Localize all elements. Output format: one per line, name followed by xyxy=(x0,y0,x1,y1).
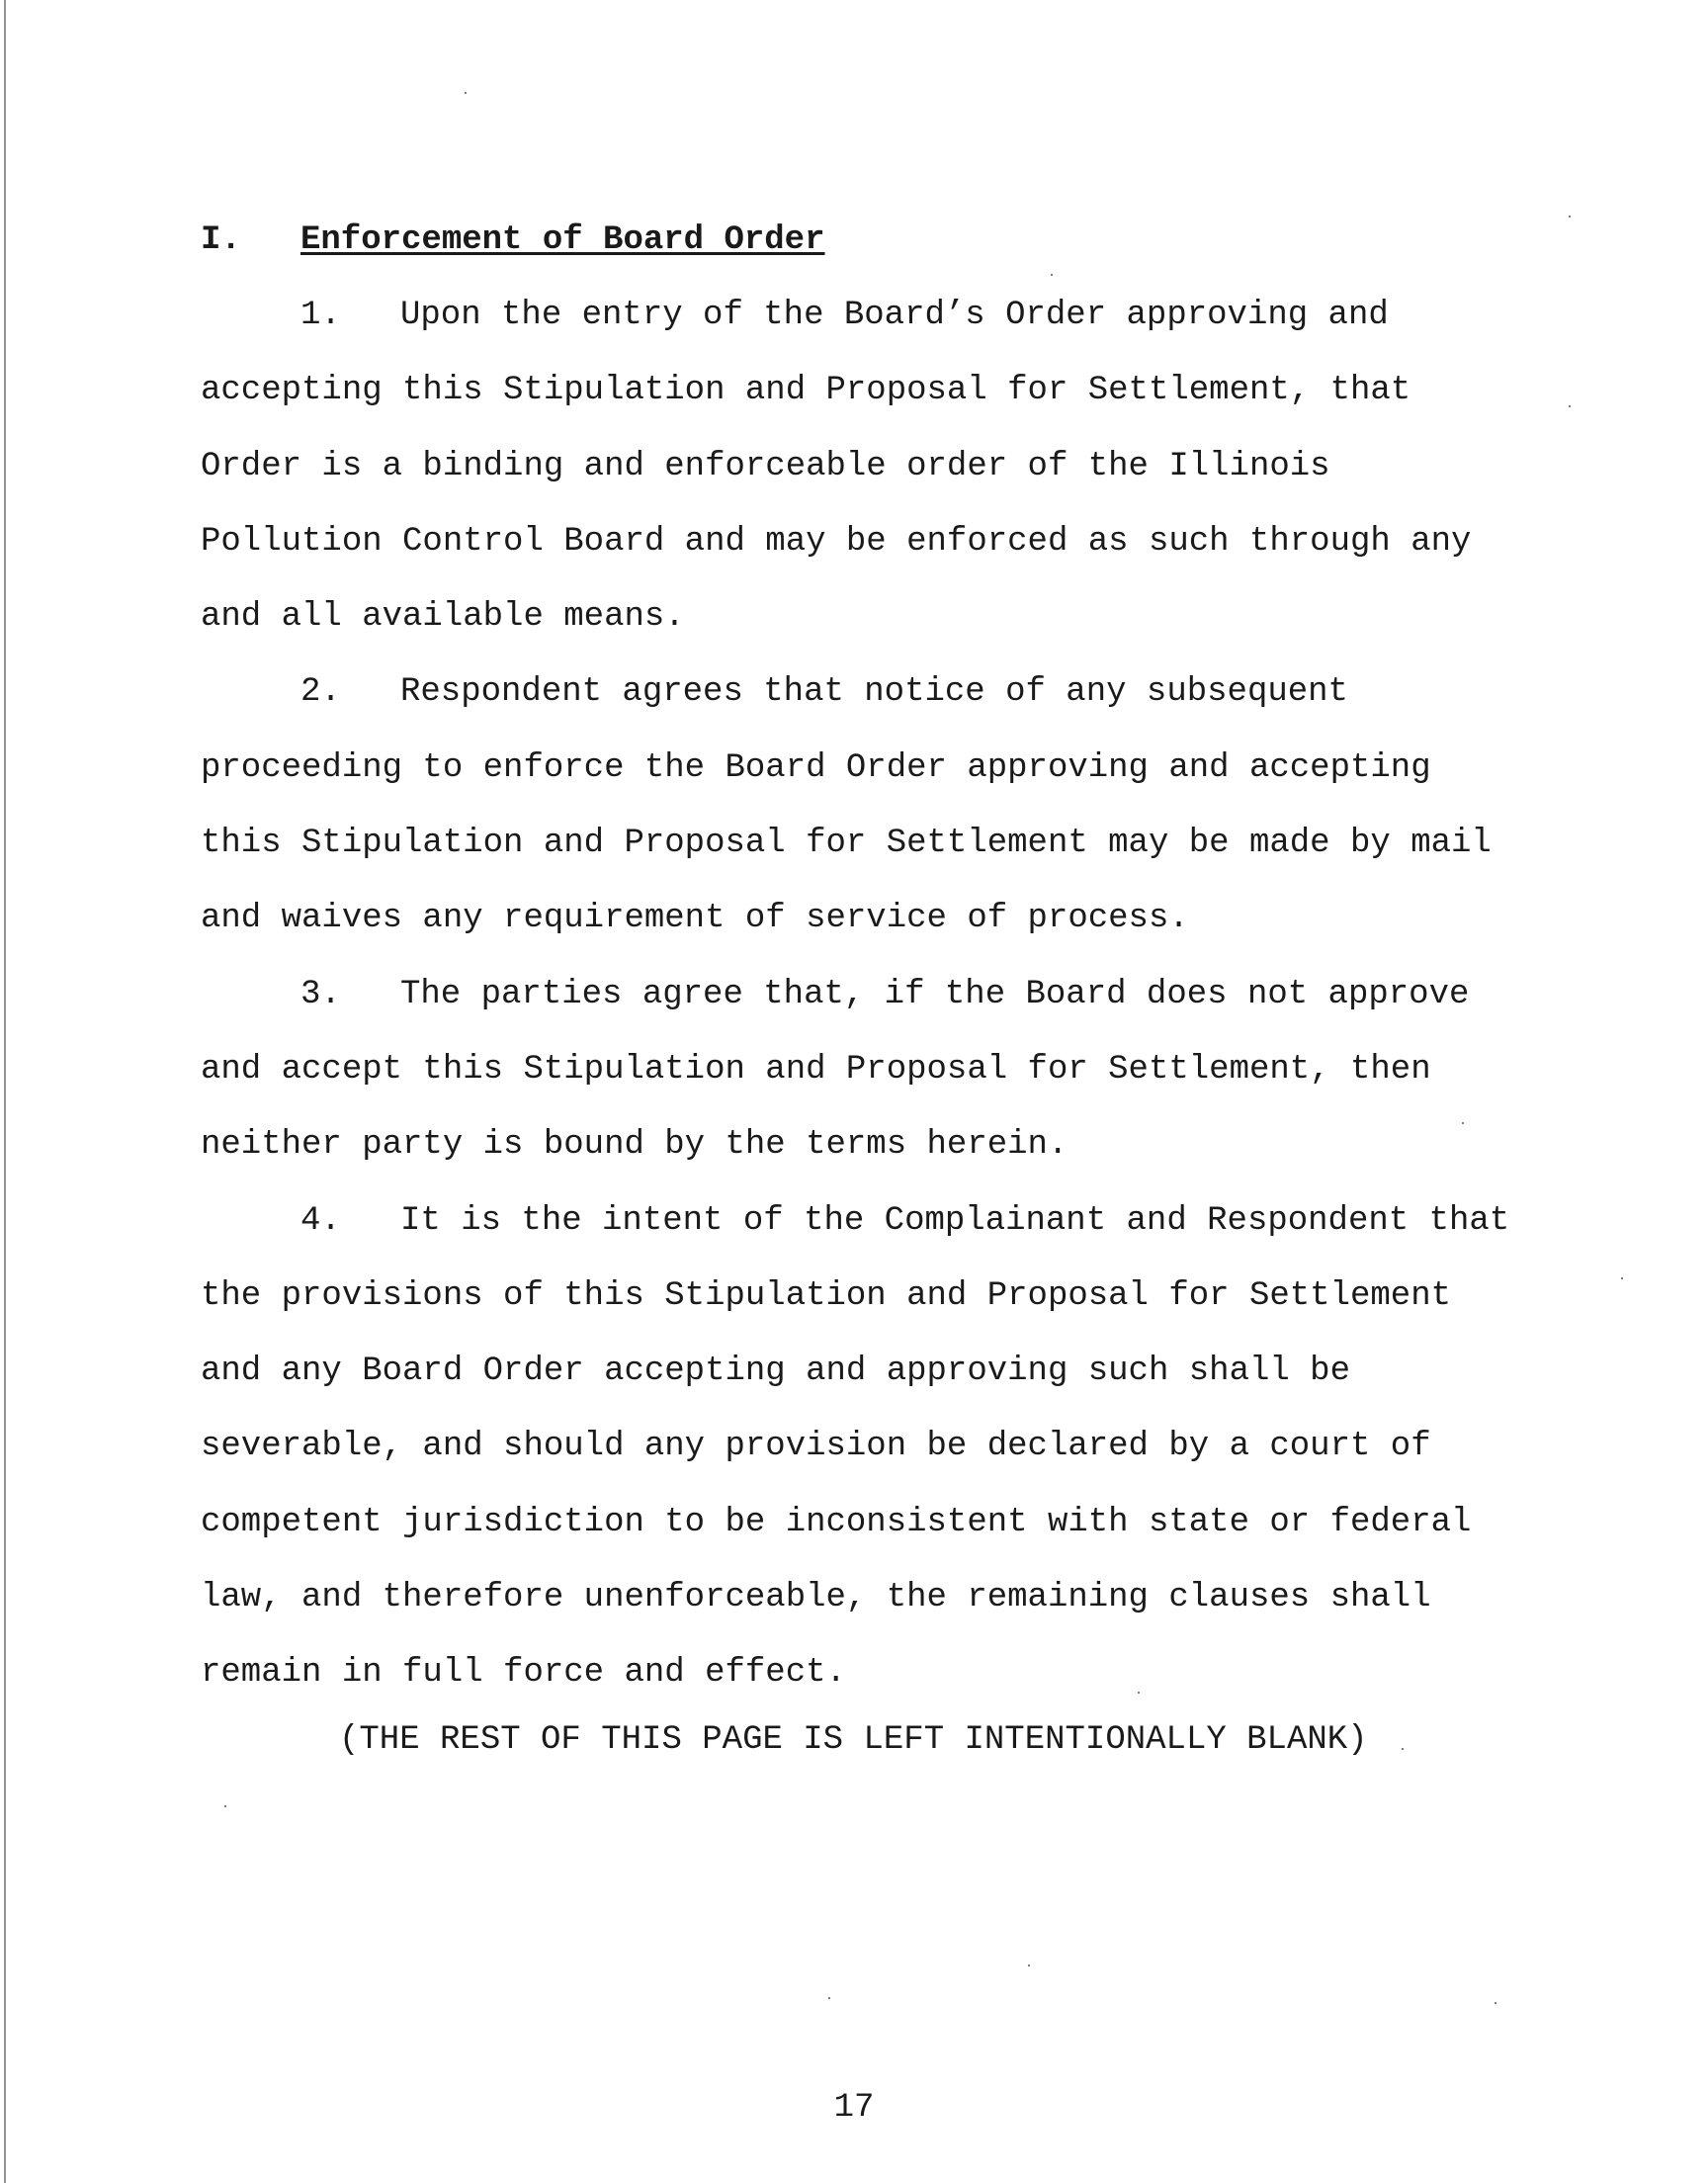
paragraph-number: 1. xyxy=(300,297,341,334)
scan-speck xyxy=(1051,274,1053,276)
paragraph-first-line xyxy=(201,278,1525,353)
scan-speck xyxy=(1494,2002,1496,2004)
scan-speck xyxy=(1402,1748,1404,1750)
paragraph-line: severable, and should any provision be declared by a court of xyxy=(201,1428,1431,1466)
paragraph-line: and any Board Order accepting and approving such shall be xyxy=(201,1353,1350,1391)
paragraph-first-line xyxy=(201,1183,1525,1259)
paragraph-3 xyxy=(201,957,1525,1183)
section-number: I. xyxy=(201,221,241,259)
paragraph-line: Upon the entry of the Board’s Order approving and xyxy=(400,297,1389,334)
scan-speck xyxy=(828,1997,830,1999)
paragraph-line: law, and therefore unenforceable, the remaining clauses shall xyxy=(201,1579,1431,1617)
document-body xyxy=(201,203,1525,1711)
page-number: 17 xyxy=(833,2089,875,2127)
scan-speck xyxy=(1462,1122,1464,1124)
paragraph-line: and waives any requirement of service of process. xyxy=(201,900,1189,938)
blank-page-notice: (THE REST OF THIS PAGE IS LEFT INTENTIONALLY BLANK) xyxy=(339,1721,1368,1759)
paragraph-line: competent jurisdiction to be inconsistent with state or federal xyxy=(201,1503,1472,1541)
section-heading xyxy=(201,203,1525,278)
paragraph-line: accepting this Stipulation and Proposal for Settlement, that xyxy=(201,372,1411,410)
paragraph-number: 2. xyxy=(300,673,341,712)
scan-speck xyxy=(1569,216,1571,218)
paragraph-first-line xyxy=(201,655,1525,730)
paragraph-line: Respondent agrees that notice of any subsequent xyxy=(400,673,1348,712)
paragraph-line: It is the intent of the Complainant and Respondent that xyxy=(400,1201,1510,1240)
paragraph-number: 3. xyxy=(300,975,341,1013)
paragraph-line: Pollution Control Board and may be enforced as such through any xyxy=(201,522,1472,561)
scan-edge-line xyxy=(4,0,6,2183)
paragraph-line: Order is a binding and enforceable order of the Illinois xyxy=(201,447,1330,485)
paragraph-line: and accept this Stipulation and Proposal for Settlement, then xyxy=(201,1050,1431,1089)
scan-speck xyxy=(1621,1277,1623,1279)
paragraph-line: the provisions of this Stipulation and Proposal for Settlement xyxy=(201,1276,1452,1315)
paragraph-line: and all available means. xyxy=(201,598,685,637)
section-title: Enforcement of Board Order xyxy=(300,221,825,259)
paragraph-line: The parties agree that, if the Board does not approve xyxy=(400,975,1470,1013)
paragraph-line: this Stipulation and Proposal for Settlement may be made by mail xyxy=(201,825,1492,863)
paragraph-4 xyxy=(201,1183,1525,1711)
scan-speck xyxy=(1569,405,1571,407)
paragraph-line: neither party is bound by the terms herein. xyxy=(201,1126,1068,1165)
scan-speck xyxy=(465,92,467,94)
scan-speck xyxy=(1138,1692,1140,1694)
scan-speck xyxy=(224,1805,226,1807)
paragraph-1 xyxy=(201,278,1525,655)
paragraph-line: remain in full force and effect. xyxy=(201,1654,846,1693)
paragraph-2 xyxy=(201,655,1525,956)
scan-speck xyxy=(1028,1965,1030,1966)
paragraph-line: proceeding to enforce the Board Order approving and accepting xyxy=(201,748,1431,787)
paragraph-first-line xyxy=(201,957,1525,1032)
paragraph-number: 4. xyxy=(300,1201,341,1240)
